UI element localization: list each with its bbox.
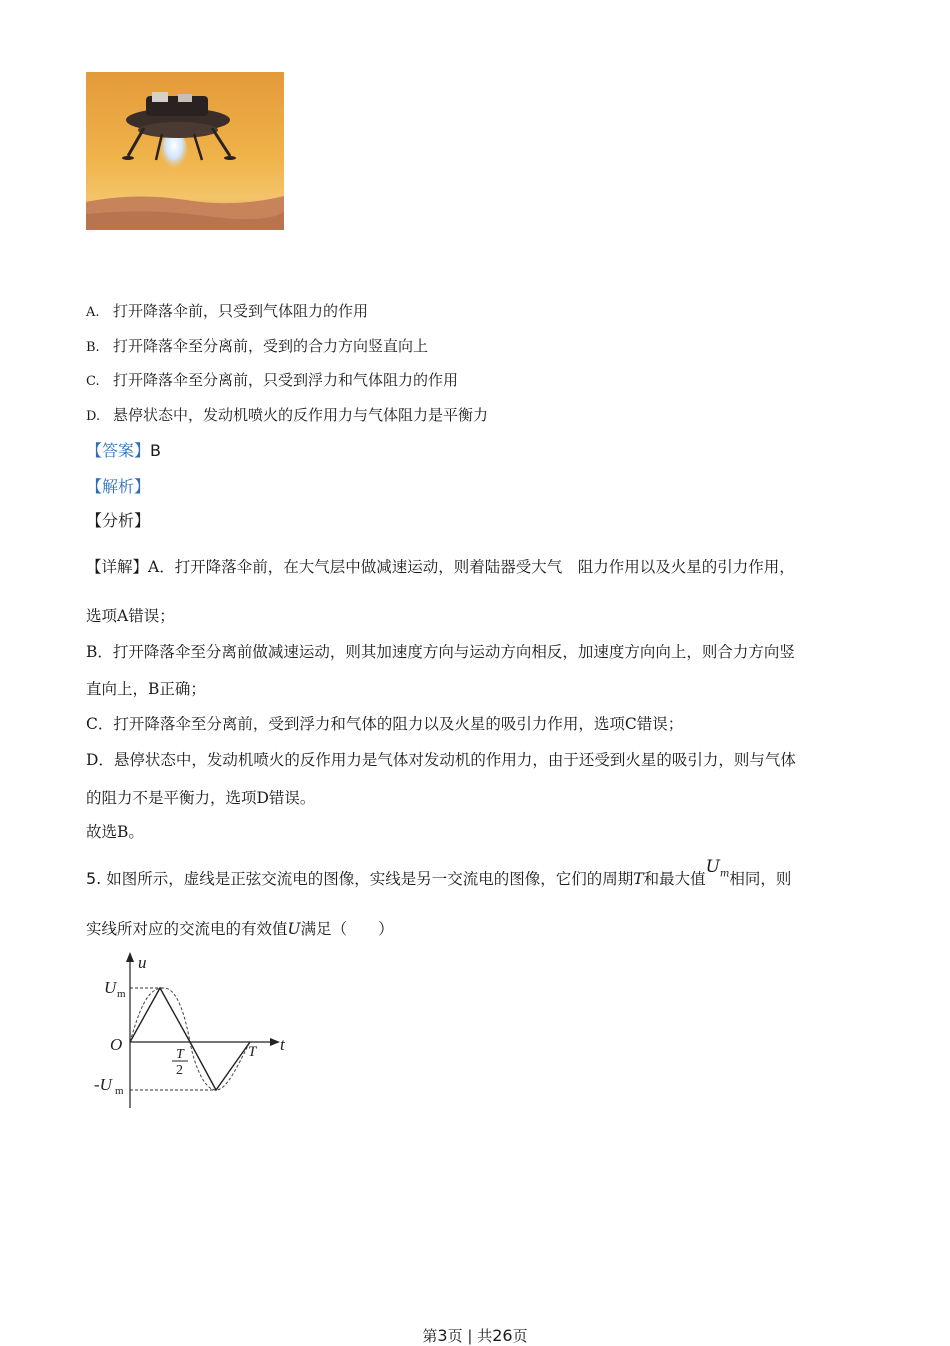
detail-line-5: C．打开降落伞至分离前，受到浮力和气体的阻力以及火星的吸引力作用，选项C错误； <box>86 715 684 733</box>
footer-page-number: 3 <box>437 1326 448 1345</box>
t-period-label: T <box>248 1044 257 1060</box>
footer-suffix: 页 <box>512 1327 528 1345</box>
question-text: 和最大值 <box>643 870 706 888</box>
detail-line-1 <box>86 555 795 577</box>
question-5-line-2 <box>86 917 394 939</box>
neg-um-label: -U <box>94 1075 112 1094</box>
um-sub-label: m <box>117 988 126 1000</box>
var-Um-sub: m <box>719 868 730 880</box>
option-text: 打开降落伞至分离前，只受到浮力和气体阻力的作用 <box>113 371 459 389</box>
t-axis-arrow <box>270 1038 280 1046</box>
detail-line-6: D．悬停状态中，发动机喷火的反作用力是气体对发动机的作用力，由于还受到火星的吸引力，则与气体 <box>86 751 796 769</box>
neg-um-sub-label: m <box>115 1085 124 1097</box>
fenxi-tag: 【分析】 <box>86 511 151 530</box>
footer-prefix: 第 <box>422 1327 438 1345</box>
t-half-numerator: T <box>176 1047 184 1062</box>
question-text: 相同，则 <box>729 870 792 888</box>
var-U: U <box>287 920 301 938</box>
option-label: C. <box>86 374 100 389</box>
sine-wave-dashed <box>130 988 250 1090</box>
page-footer <box>0 1325 950 1346</box>
option-text: 打开降落伞至分离前，受到的合力方向竖直向上 <box>113 337 429 355</box>
mars-lander-photo <box>86 72 284 230</box>
detail-line-7: 的阻力不是平衡力，选项D错误。 <box>86 789 316 807</box>
detail-text: A．打开降落伞前，在大气层中做减速运动，则着陆器受大气 阻力作用以及火星的引力作用， <box>148 558 795 576</box>
question-5-line-1 <box>86 857 792 891</box>
answer-value: B <box>150 441 161 460</box>
answer-line <box>86 438 161 461</box>
option-text: 悬停状态中，发动机喷火的反作用力与气体阻力是平衡力 <box>113 406 489 424</box>
option-label: B. <box>86 340 100 355</box>
question-text: 满足（ ） <box>300 920 394 938</box>
detail-line-2: 选项A错误； <box>86 607 175 625</box>
question-text: 如图所示，虚线是正弦交流电的图像，实线是另一交流电的图像，它们的周期 <box>106 870 634 888</box>
var-Um: U <box>705 857 720 877</box>
detail-line-3: B．打开降落伞至分离前做减速运动，则其加速度方向与运动方向相反，加速度方向向上，则合力方向竖 <box>86 643 795 661</box>
option-label: D. <box>86 409 101 424</box>
analysis-tag: 【解析】 <box>86 477 151 496</box>
u-axis-label: u <box>138 953 147 972</box>
um-label: U <box>104 978 117 997</box>
t-axis-label: t <box>280 1035 285 1054</box>
u-axis-arrow <box>126 952 134 962</box>
var-T: T <box>633 870 644 888</box>
detail-tag: 【详解】 <box>86 558 149 576</box>
question-number: 5. <box>86 869 102 888</box>
detail-line-4: 直向上，B正确； <box>86 680 206 698</box>
option-c <box>86 369 458 390</box>
question-text: 实线所对应的交流电的有效值 <box>86 920 288 938</box>
footer-mid: 页 | 共 <box>447 1327 493 1345</box>
footer-total-pages: 26 <box>492 1326 513 1345</box>
answer-tag: 【答案】 <box>86 441 151 460</box>
ac-waveform-figure <box>94 950 294 1110</box>
detail-line-8: 故选B。 <box>86 823 144 841</box>
option-text: 打开降落伞前，只受到气体阻力的作用 <box>113 302 369 320</box>
option-b <box>86 335 428 356</box>
t-half-denominator: 2 <box>176 1063 183 1078</box>
option-label: A. <box>86 305 100 320</box>
option-a <box>86 300 368 321</box>
origin-label: O <box>110 1035 123 1054</box>
option-d <box>86 404 488 425</box>
